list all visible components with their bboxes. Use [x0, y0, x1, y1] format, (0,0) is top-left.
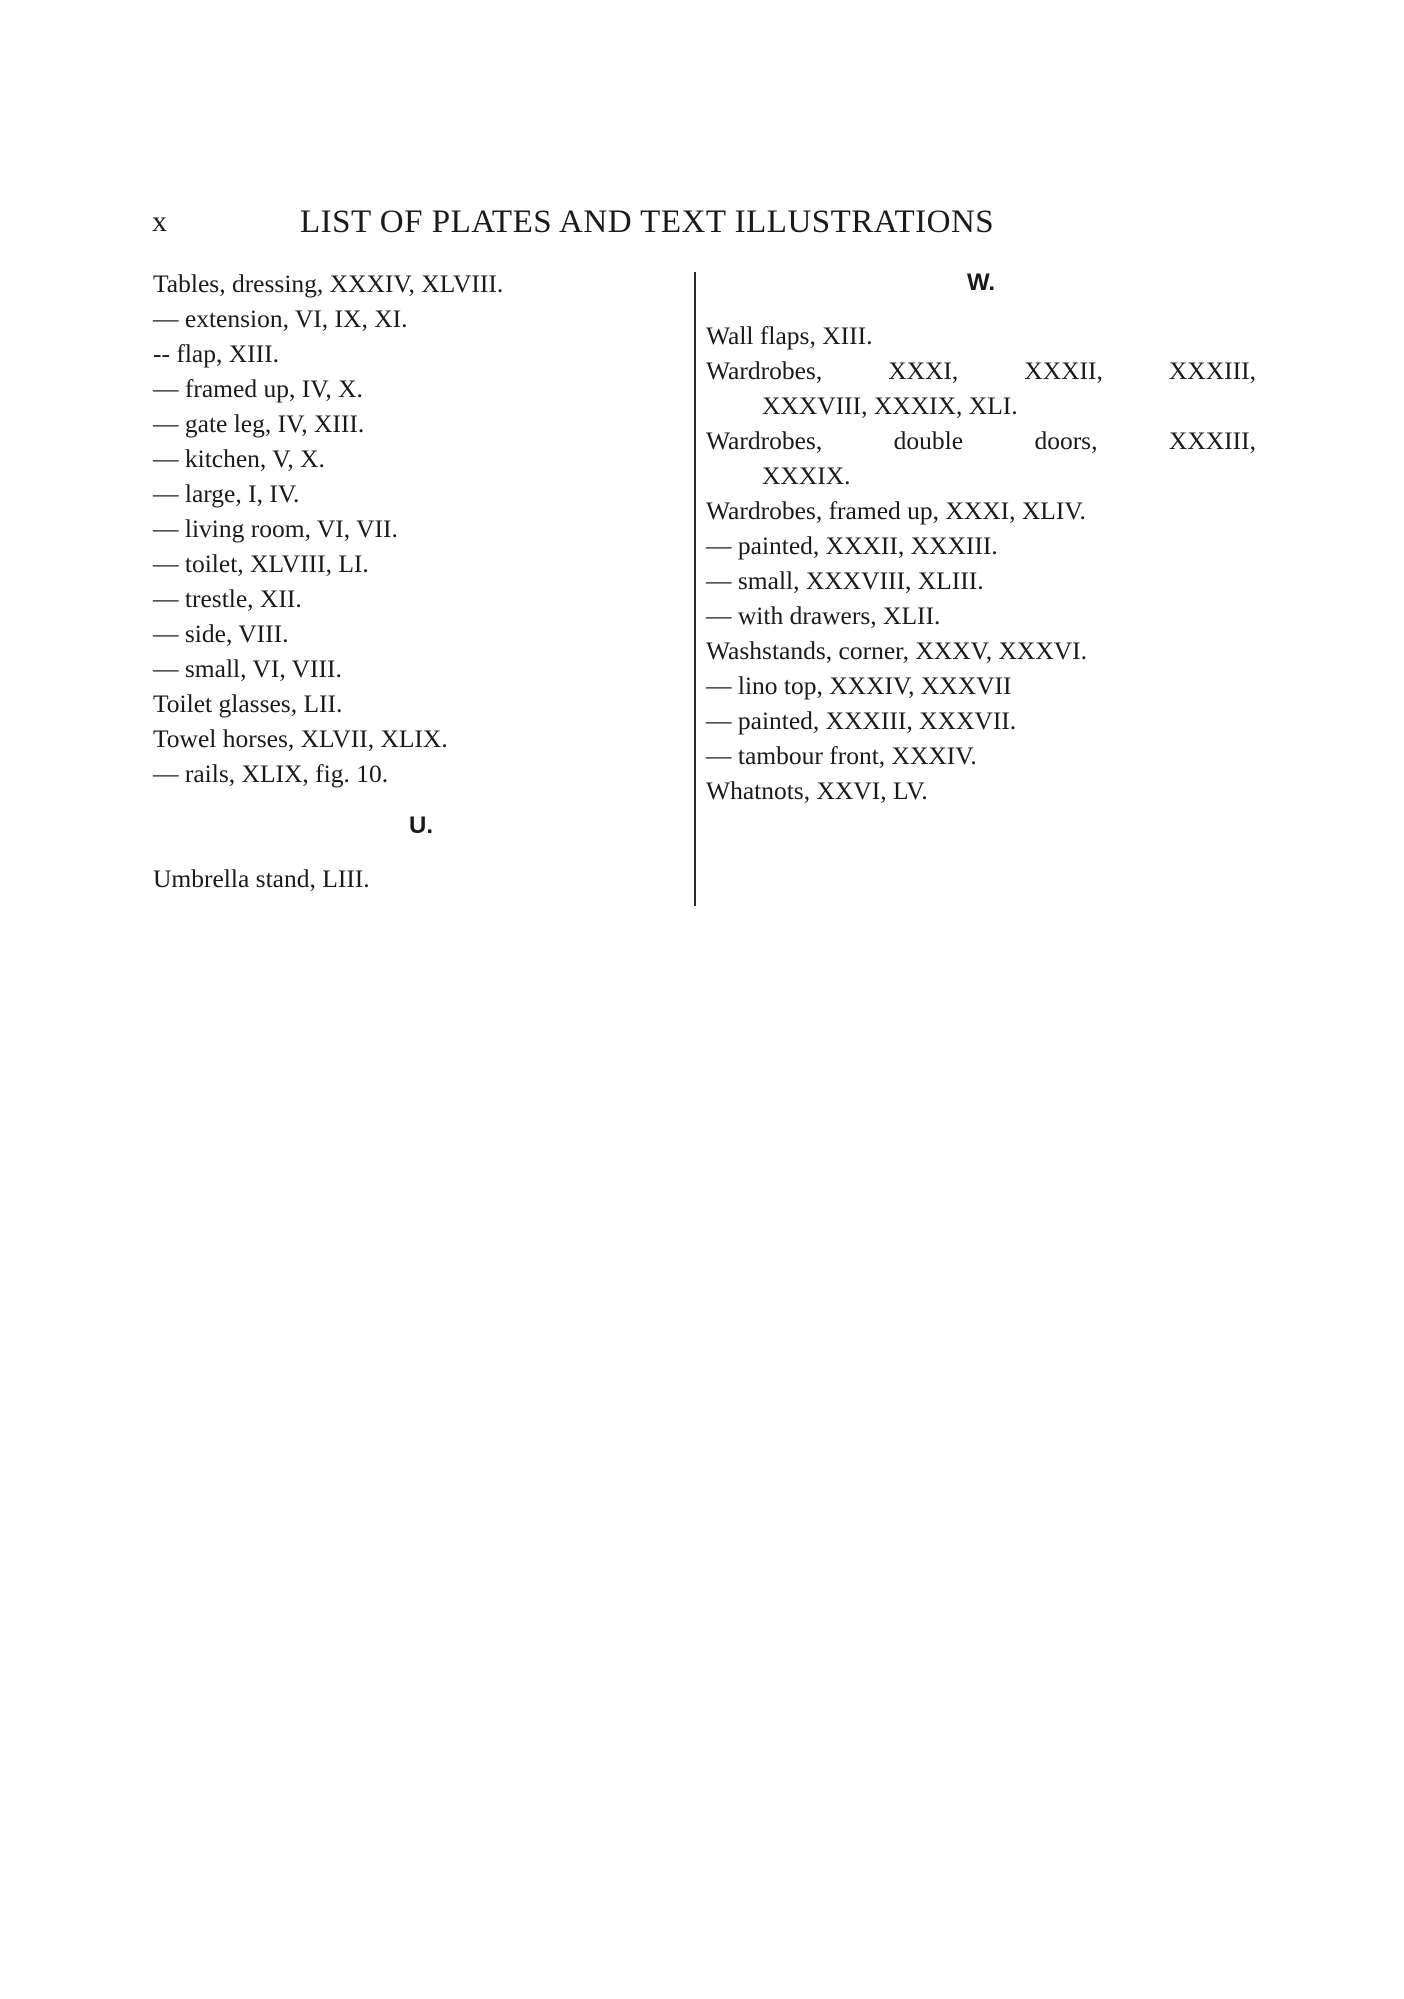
- index-entry: — framed up, IV, X.: [153, 374, 363, 403]
- index-entry: Washstands, corner, XXXV, XXXVI.: [706, 636, 1088, 665]
- index-entry: Umbrella stand, LIII.: [153, 864, 370, 893]
- column-divider: [694, 272, 696, 906]
- left-column: [153, 266, 673, 896]
- index-entry: — painted, XXXIII, XXXVII.: [706, 706, 1017, 735]
- index-entry: — rails, XLIX, fig. 10.: [153, 759, 389, 788]
- index-entry: — painted, XXXII, XXXIII.: [706, 531, 998, 560]
- index-entry: — side, VIII.: [153, 619, 289, 648]
- running-title: LIST OF PLATES AND TEXT ILLUSTRATIONS: [300, 204, 995, 240]
- index-entry: — extension, VI, IX, XI.: [153, 304, 408, 333]
- index-entry: — small, XXXVIII, XLIII.: [706, 566, 984, 595]
- index-entry-continuation: XXXIX.: [762, 461, 851, 490]
- section-heading-u: U.: [409, 812, 433, 839]
- index-entry: Wardrobes, framed up, XXXI, XLIV.: [706, 496, 1086, 525]
- index-entry: — small, VI, VIII.: [153, 654, 342, 683]
- index-entry: Towel horses, XLVII, XLIX.: [153, 724, 448, 753]
- right-column: [706, 266, 1256, 808]
- index-entry: Wall flaps, XIII.: [706, 321, 873, 350]
- index-entry: — toilet, XLVIII, LI.: [153, 549, 369, 578]
- index-entry: — lino top, XXXIV, XXXVII: [706, 671, 1012, 700]
- index-entry: — with drawers, XLII.: [706, 601, 941, 630]
- index-entry: — living room, VI, VII.: [153, 514, 398, 543]
- index-entry: — gate leg, IV, XIII.: [153, 409, 365, 438]
- index-entry: Tables, dressing, XXXIV, XLVIII.: [153, 269, 504, 298]
- index-entry: — large, I, IV.: [153, 479, 300, 508]
- index-entry: — tambour front, XXXIV.: [706, 741, 977, 770]
- index-entry: Toilet glasses, LII.: [153, 689, 343, 718]
- index-entry: Wardrobes, XXXI, XXXII, XXXIII,: [706, 356, 1256, 385]
- index-entry: — kitchen, V, X.: [153, 444, 325, 473]
- index-entry: -- flap, XIII.: [153, 339, 280, 368]
- index-entry: — trestle, XII.: [153, 584, 302, 613]
- section-heading-w: W.: [967, 269, 995, 296]
- index-entry: Wardrobes, double doors, XXXIII,: [706, 426, 1256, 455]
- index-entry: Whatnots, XXVI, LV.: [706, 776, 928, 805]
- index-entry-continuation: XXXVIII, XXXIX, XLI.: [762, 391, 1018, 420]
- page-number: x: [152, 205, 167, 238]
